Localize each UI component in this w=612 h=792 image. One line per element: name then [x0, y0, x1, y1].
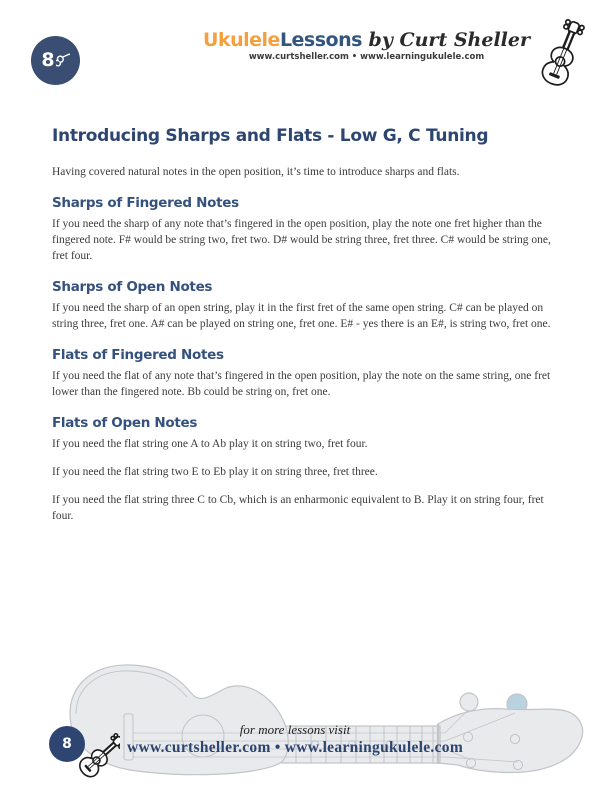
ukulele-icon — [532, 18, 594, 88]
intro-paragraph: Having covered natural notes in the open position, it’s time to introduce sharps and flats. — [52, 166, 460, 178]
section-heading-sharps-open: Sharps of Open Notes — [52, 279, 213, 295]
page-number: 8 — [62, 736, 72, 752]
header — [203, 18, 594, 88]
section-heading-flats-open: Flats of Open Notes — [52, 415, 198, 431]
brand-ukulele: Ukulele — [203, 29, 280, 51]
ukulele-icon — [72, 730, 120, 782]
section-paragraph: If you need the sharp of any note that’s fingered in the open position, play the note one fret higher than the fingered note. F# would be string two, fret two. D# would be string three, fret three. C# would be string one, fret four. — [52, 218, 551, 262]
brand-lessons: Lessons — [279, 29, 362, 51]
section-heading-sharps-fingered: Sharps of Fingered Notes — [52, 195, 239, 211]
section-heading-flats-fingered: Flats of Fingered Notes — [52, 347, 224, 363]
footer-urls[interactable]: www.curtsheller.com • www.learningukulele.com — [126, 739, 464, 756]
section-paragraph: If you need the flat of any note that’s fingered in the open position, play the note on the same string, one fret lower than the fingered note. Bb could be string on, fret one. — [52, 370, 551, 398]
section-paragraph: If you need the sharp of an open string, play it in the first fret of the same open string. C# can be played on string three, fret one. A# can be played on string one, fret one. E# - yes there is an E#, is string two, fret one. — [52, 302, 551, 330]
page-number-badge-top — [31, 36, 80, 85]
header-urls[interactable]: www.curtsheller.com • www.learningukulele.com — [248, 51, 485, 62]
brand-title — [203, 30, 530, 51]
section-paragraph: If you need the flat string two E to Eb play it on string three, fret three. — [52, 466, 378, 478]
brand-block — [203, 30, 530, 62]
page-title: Introducing Sharps and Flats - Low G, C Tuning — [52, 126, 489, 146]
brand-author: by Curt Sheller — [361, 29, 530, 51]
section-paragraph: If you need the flat string one A to Ab play it on string two, fret four. — [52, 438, 368, 450]
page-number: 8 — [41, 49, 55, 71]
footer-tagline: for more lessons visit — [239, 722, 351, 737]
section-paragraph: If you need the flat string three C to Cb, which is an enharmonic equivalent to B. Play it on string four, fret four. — [52, 494, 544, 522]
lesson-content — [52, 126, 562, 536]
ukulele-icon — [56, 49, 70, 69]
